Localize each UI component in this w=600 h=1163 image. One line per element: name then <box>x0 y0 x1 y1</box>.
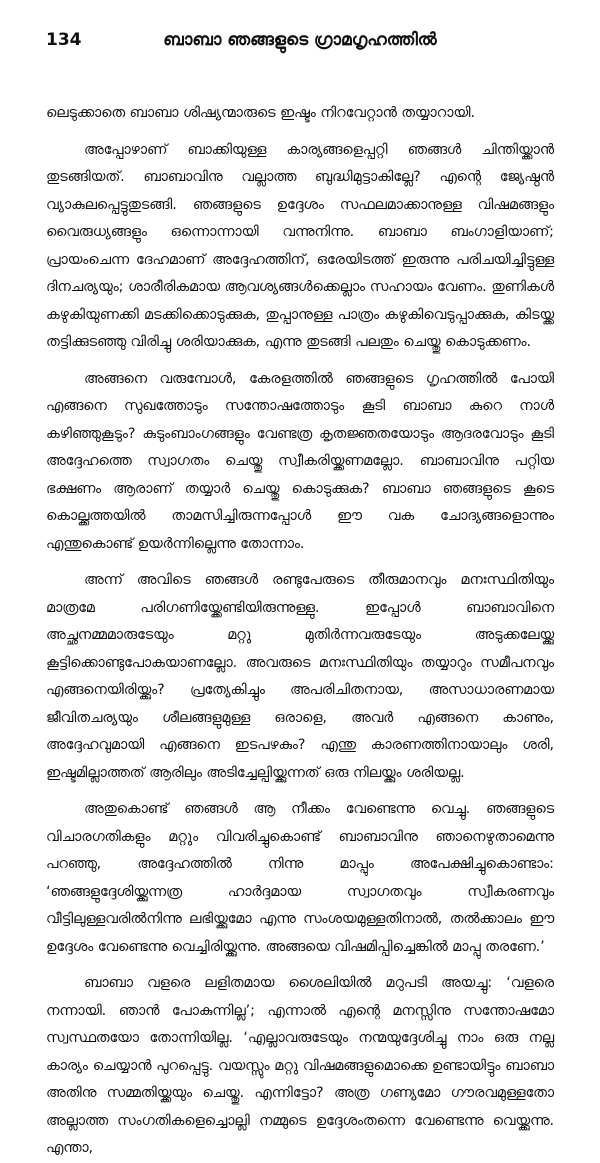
paragraph: അതുകൊണ്ട് ഞങ്ങൾ ആ നീക്കം വേണ്ടെന്നു വെച്ചു. ഞങ്ങളുടെ വിചാരഗതികളും മറ്റും വിവരിച്ചുകൊണ്ട് ബാബാവിനു ഞാനെഴുതാമെന്നു പറഞ്ഞു, അദ്ദേഹത്തിൽ നിന്നു മാപ്പും അപേക്ഷിച്ചുകൊണ്ടാം: ‘ഞങ്ങളുദ്ദേശിയ്ക്കുന്നത്ര ഹാർദ്ദമായ സ്വാഗതവും സ്വീകരണവും വീട്ടിലുള്ളവരിൽനിന്നു ലഭിയ്ക്കുമോ എന്നു സംശയമുള്ളതിനാൽ, തൽക്കാലം ഈ ഉദ്ദേശം വേണ്ടെന്നു വെച്ചിരിയ്ക്കുന്നു. അങ്ങയെ വിഷമിപ്പിച്ചെങ്കിൽ മാപ്പു തരണേ.’ <box>46 801 554 955</box>
body-text <box>46 100 554 1163</box>
paragraph: അന്ന് അവിടെ ഞങ്ങൾ രണ്ടുപേരുടെ തീരുമാനവും മനഃസ്ഥിതിയും മാത്രമേ പരിഗണിയ്ക്കേണ്ടിയിരുന്നുള്ളു. ഇപ്പോൾ ബാബാവിനെ അച്ഛനമ്മമാരുടേയും മറ്റു മുതിർന്നവരുടേയും അടുക്കലേയ്ക്കു കൂട്ടിക്കൊണ്ടുപോകയാണല്ലോ. അവരുടെ മനഃസ്ഥിതിയും തയ്യാറും സമീപനവും എങ്ങനെയിരിയ്ക്കും? പ്രത്യേകിച്ചും അപരിചിതനായ, അസാധാരണമായ ജീവിതചര്യയും ശീലങ്ങളുമുള്ള ഒരാളെ, അവർ എങ്ങനെ കാണും, അദ്ദേഹവുമായി എങ്ങനെ ഇടപഴകും? എന്തു കാരണത്തിനായാലും ശരി, ഇഷ്ടമില്ലാത്തത് ആരിലും അടിച്ചേല്പിയ്ക്കുന്നത് ഒരു നിലയ്ക്കും ശരിയല്ല. <box>46 572 554 781</box>
page-header <box>46 30 554 60</box>
paragraph: അങ്ങനെ വരുമ്പോൾ, കേരളത്തിൽ ഞങ്ങളുടെ ഗൃഹത്തിൽ പോയി എങ്ങനെ സുഖത്തോടും സന്തോഷത്തോടും കൂടി ബാബാ കുറെ നാൾ കഴിഞ്ഞുകൂടും? കുടുംബാംഗങ്ങളും വേണ്ടത്ര കൃതജ്ഞതയോടും ആദരവോടും കൂടി അദ്ദേഹത്തെ സ്വാഗതം ചെയ്തു സ്വീകരിയ്ക്കണമല്ലോ. ബാബാവിനു പറ്റിയ ഭക്ഷണം ആരാണ് തയ്യാർ ചെയ്തു കൊടുക്കുക? ബാബാ ഞങ്ങളുടെ കൂടെ കൊല്ക്കത്തയിൽ താമസിച്ചിരുന്നപ്പോൾ ഈ വക ചോദ്യങ്ങളൊന്നും എന്തുകൊണ്ട് ഉയർന്നില്ലെന്നു തോന്നാം. <box>46 370 554 552</box>
running-title: ബാബാ ഞങ്ങളുടെ ഗ്രാമഗൃഹത്തിൽ <box>163 30 437 50</box>
paragraph: അപ്പോഴാണ് ബാക്കിയുള്ള കാര്യങ്ങളെപ്പറ്റി ഞങ്ങൾ ചിന്തിയ്ക്കാൻ തുടങ്ങിയത്. ബാബാവിനു വല്ലാത്ത ബുദ്ധിമുട്ടാകില്ലേ? എന്റെ ജ്യേഷ്ഠൻ വ്യാകുലപ്പെട്ടുതുടങ്ങി. ഞങ്ങളുടെ ഉദ്ദേശം സഫലമാക്കാനുള്ള വിഷമങ്ങളും വൈരുധ്യങ്ങളും ഒന്നൊന്നായി വന്നുനിന്നു. ബാബാ ബംഗാളിയാണ്; പ്രായംചെന്ന ദേഹമാണ് അദ്ദേഹത്തിന്, ഒരേയിടത്ത് ഇരുന്നു പരിചയിച്ചിട്ടുള്ള ദിനചര്യയും; ശാരീരികമായ ആവശ്യങ്ങൾക്കെല്ലാം സഹായം വേണം. തുണികൾ കഴുകിയുണക്കി മടക്കിക്കൊടുക്കുക, തുപ്പാനുള്ള പാത്രം കഴുകിവെടുപ്പാക്കുക, കിടയ്ക്ക തട്ടിക്കുടഞ്ഞു വിരിച്ചു ശരിയാക്കുക, എന്നു തുടങ്ങി പലതും ചെയ്തു കൊടുക്കണം. <box>46 141 554 350</box>
paragraph: ബാബാ വളരെ ലളിതമായ ശൈലിയിൽ മറുപടി അയച്ചു: ‘വളരെ നന്നായി. ഞാൻ പോകുന്നില്ല’; എന്നാൽ എന്റെ മനസ്സിനു സന്തോഷമോ സ്വസ്ഥതയോ തോന്നിയില്ല. ‘എല്ലാവരുടേയും നന്മയുദ്ദേശിച്ചു നാം ഒരു നല്ല കാര്യം ചെയ്യാൻ പുറപ്പെട്ടു. വയസ്സും മറ്റു വിഷമങ്ങളുമൊക്കെ ഉണ്ടായിട്ടും ബാബാ അതിനു സമ്മതിയ്ക്കയും ചെയ്തു. എന്നിട്ടോ? അത്ര ഗണ്യമോ ഗൗരവമുള്ളതോ അല്ലാത്ത സംഗതികളെച്ചൊല്ലി നമ്മുടെ ഉദ്ദേശംതന്നെ വേണ്ടെന്നു വെയ്ക്കുന്നു. എന്താ, <box>46 975 554 1156</box>
paragraph-continuation: ലെടുക്കാതെ ബാബാ ശിഷ്യന്മാരുടെ ഇഷ്ടം നിറവേറ്റാൻ തയ്യാറായി. <box>46 105 476 121</box>
page-number: 134 <box>46 30 82 50</box>
